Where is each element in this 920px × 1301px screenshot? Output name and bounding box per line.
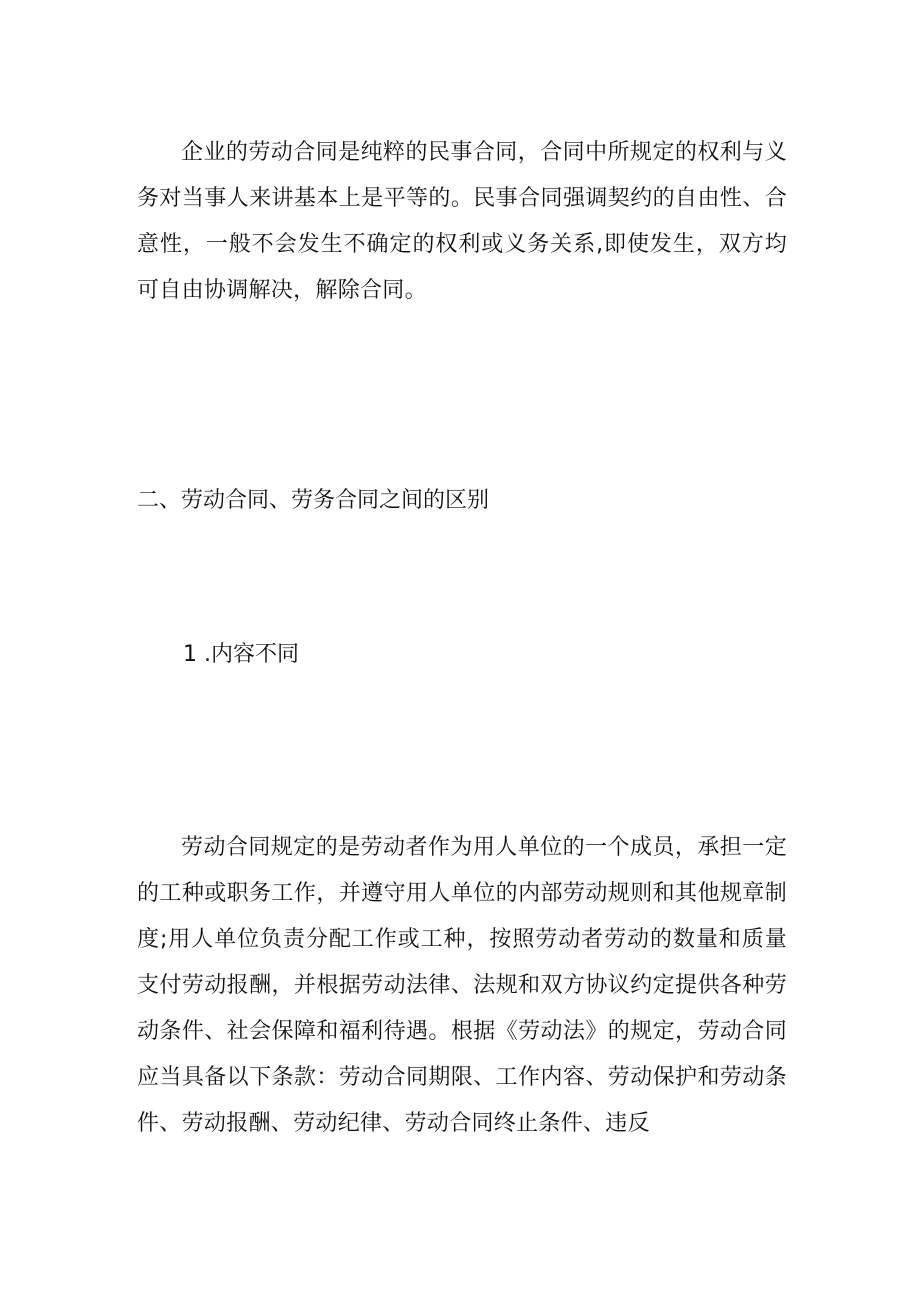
paragraph-civil-contract: 企业的劳动合同是纯粹的民事合同，合同中所规定的权利与义务对当事人来讲基本上是平等的。民事合同强调契约的自由性、合意性，一般不会发生不确定的权利或义务关系,即使发生，双方均可自由协调解决，解除合同。 xyxy=(137,140,787,303)
section-heading: 二、劳动合同、劳务合同之间的区别 xyxy=(137,488,490,513)
subheading-content-difference: 1 .内容不同 xyxy=(183,642,299,667)
paragraph-labor-contract: 劳动合同规定的是劳动者作为用人单位的一个成员，承担一定的工种或职务工作，并遵守用人单位的内部劳动规则和其他规章制度;用人单位负责分配工作或工种，按照劳动者劳动的数量和质量支付劳动报酬，并根据劳动法律、法规和双方协议约定提供各种劳动条件、社会保障和福利待遇。根据《劳动法》的规定，劳动合同应当具备以下条款：劳动合同期限、工作内容、劳动保护和劳动条件、劳动报酬、劳动纪律、劳动合同终止条件、违反 xyxy=(137,835,787,1136)
